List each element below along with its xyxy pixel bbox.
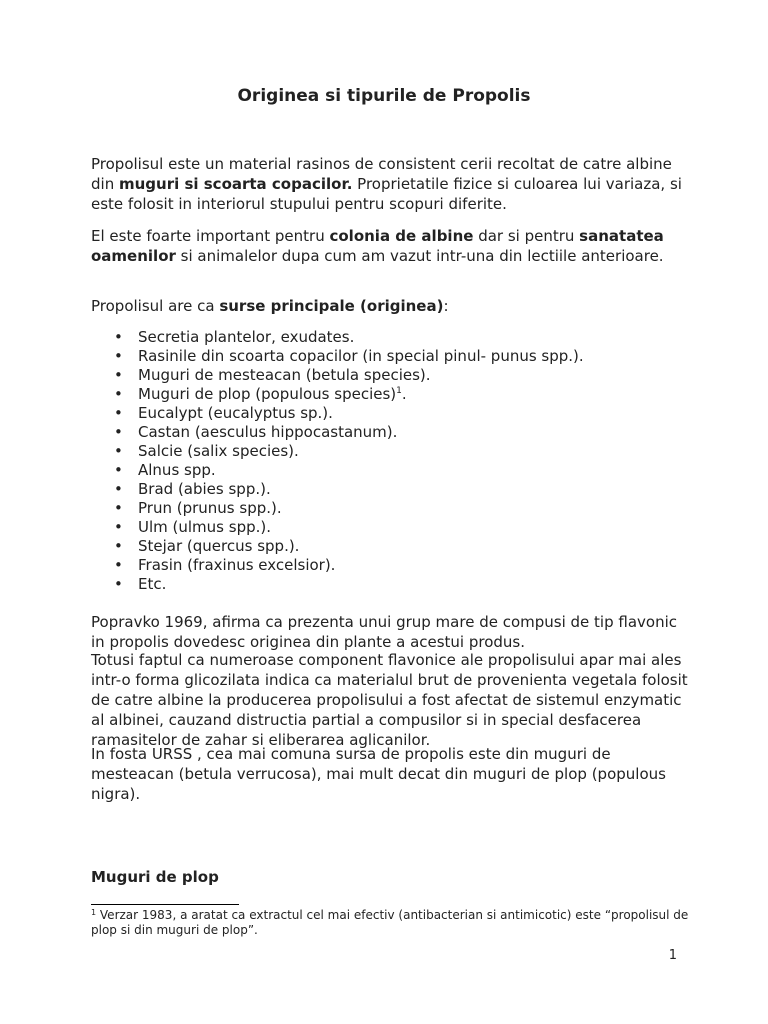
paragraph-importance-text-2: dar si pentru (473, 227, 580, 245)
list-item-text: Rasinile din scoarta copacilor (in special pinul- punus spp.). (138, 347, 584, 365)
paragraph-importance-bold-1: colonia de albine (329, 227, 474, 245)
list-item (91, 385, 584, 404)
page-number: 1 (668, 948, 677, 963)
footnote-reference[interactable]: 1 (396, 386, 402, 396)
paragraph-importance-bold-2: sanatatea oamenilor (91, 227, 664, 265)
list-item (91, 366, 584, 385)
sources-intro-colon: : (443, 297, 449, 315)
list-item-text: Stejar (quercus spp.). (138, 537, 300, 555)
paragraph-flavonoids: Totusi faptul ca numeroase component flavonice ale propolisului apar mai ales intr-o forma glicozilata indica ca materialul brut de provenienta vegetala folosit de catre albine la producerea propolisului a fost afectat de sistemul enzymatic al albinei, cauzand distructia partial a compusilor si in special desfacerea ramasitelor de zahar si eliberarea aglicanilor. (91, 651, 688, 749)
list-item (91, 556, 584, 575)
footnote-separator (91, 904, 239, 905)
list-item-text: Muguri de plop (populous species) (138, 385, 397, 403)
paragraph-importance-text-1: El este foarte important pentru (91, 227, 330, 245)
list-item-period: . (401, 385, 407, 403)
list-item (91, 328, 584, 347)
list-item-text: Eucalypt (eucalyptus sp.). (138, 404, 333, 422)
footnote-text: Verzar 1983, a aratat ca extractul cel mai efectiv (antibacterian si antimicotic) este “propolisul de plop si din muguri de plop”. (91, 908, 689, 937)
list-item-text: Ulm (ulmus spp.). (138, 518, 272, 536)
bullet-icon: • (114, 537, 123, 555)
footnote-mark: 1 (91, 908, 97, 917)
footnote (91, 908, 691, 938)
paragraph-urss: In fosta URSS , cea mai comuna sursa de propolis este din muguri de mesteacan (betula verrucosa), mai mult decat din muguri de plop (populous nigra). (91, 745, 666, 803)
paragraph-intro-text-1: Propolisul este un material rasinos de consistent cerii recoltat de catre albine din (91, 155, 672, 193)
list-item (91, 461, 584, 480)
bullet-icon: • (114, 347, 123, 365)
bullet-icon: • (114, 461, 123, 479)
bullet-icon: • (114, 404, 123, 422)
paragraph-intro-bold: muguri si scoarta copacilor. (118, 175, 353, 193)
bullet-icon: • (114, 575, 123, 593)
list-item-text: Muguri de mesteacan (betula species). (138, 366, 431, 384)
bullet-icon: • (114, 480, 123, 498)
list-item (91, 423, 584, 442)
paragraph-importance-text-3: si animalelor dupa cum am vazut intr-una din lectiile anterioare. (175, 247, 664, 265)
paragraph-popravko: Popravko 1969, afirma ca prezenta unui grup mare de compusi de tip flavonic in propolis dovedesc originea din plante a acestui produs. (91, 613, 677, 651)
list-item (91, 480, 584, 499)
bullet-icon: • (114, 442, 123, 460)
bullet-icon: • (114, 518, 123, 536)
list-item (91, 518, 584, 537)
bullet-icon: • (114, 328, 123, 346)
list-item (91, 442, 584, 461)
paragraph-intro-text-2: Proprietatile fizice si culoarea lui variaza, si este folosit in interiorul stupului pentru scopuri diferite. (91, 175, 682, 213)
sources-intro-text: Propolisul are ca (91, 297, 220, 315)
list-item-text: Prun (prunus spp.). (138, 499, 282, 517)
bullet-icon: • (114, 366, 123, 384)
bullet-icon: • (114, 385, 123, 403)
list-item (91, 347, 584, 366)
bullet-icon: • (114, 556, 123, 574)
list-item-text: Salcie (salix species). (138, 442, 299, 460)
list-item (91, 575, 584, 594)
document-title: Originea si tipurile de Propolis (237, 86, 531, 106)
paragraph-intro (91, 154, 691, 214)
sources-list (91, 328, 584, 594)
paragraph-sources-intro (91, 296, 691, 316)
list-item-text: Castan (aesculus hippocastanum). (138, 423, 398, 441)
sources-intro-bold: surse principale (originea) (219, 297, 444, 315)
list-item-text: Brad (abies spp.). (138, 480, 271, 498)
list-item (91, 404, 584, 423)
bullet-icon: • (114, 423, 123, 441)
list-item-text: Alnus spp. (138, 461, 216, 479)
list-item-text: Etc. (138, 575, 167, 593)
list-item-text: Secretia plantelor, exudates. (138, 328, 355, 346)
section-heading: Muguri de plop (91, 868, 219, 886)
paragraph-importance (91, 226, 691, 266)
list-item-text: Frasin (fraxinus excelsior). (138, 556, 336, 574)
bullet-icon: • (114, 499, 123, 517)
list-item (91, 499, 584, 518)
list-item (91, 537, 584, 556)
